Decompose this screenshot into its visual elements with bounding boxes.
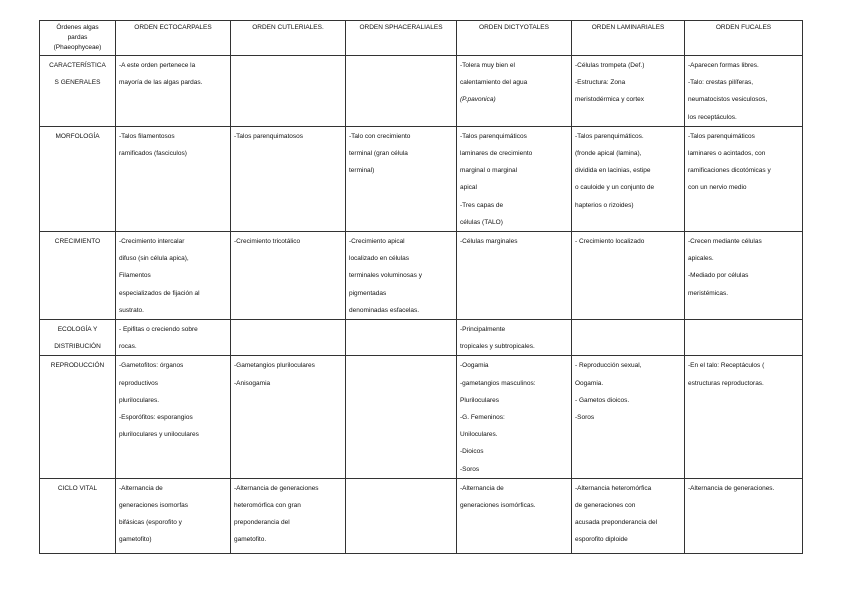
cell-line: - Gametos dioicos. — [575, 396, 630, 404]
row-header-line: CRECIMIENTO — [54, 238, 101, 246]
cell-line: -Gametofitos: órganos — [119, 362, 184, 370]
table-cell — [346, 126, 457, 231]
cell-line: -Tres capas de — [460, 201, 504, 209]
row-header-line: REPRODUCCIÓN — [50, 362, 105, 370]
cell-line: marginal o marginal — [460, 167, 518, 175]
table-cell — [346, 478, 457, 553]
row-header — [40, 356, 116, 478]
table-cell — [116, 232, 231, 320]
cell-line: meristodérmica y cortex — [575, 96, 644, 104]
table-cell — [346, 232, 457, 320]
cell-line: sustrato. — [119, 306, 144, 314]
header-cutleriales: ORDEN CUTLERIALES. — [231, 21, 346, 56]
cell-line: -Células trompeta (Def.) — [575, 62, 645, 69]
cell-line: -Dioicos — [460, 448, 484, 456]
cell-line: -A este orden pertenece la — [119, 62, 196, 69]
cell-line: -Soros — [460, 465, 480, 473]
table-cell — [231, 478, 346, 553]
table-cell — [572, 356, 685, 478]
algae-orders-table — [39, 20, 803, 554]
cell-line: -Estructura: Zona — [575, 79, 626, 87]
table-cell — [231, 320, 346, 356]
cell-line: preponderancia del — [234, 519, 290, 527]
cell-line: Uniloculares. — [460, 431, 498, 439]
row-header — [40, 56, 116, 127]
row-header — [40, 232, 116, 320]
cell-line: neumatocistos vesiculosos, — [688, 96, 768, 104]
cell-line: con un nervio medio — [688, 184, 747, 192]
cell-line: -Principalmente — [460, 326, 506, 334]
cell-line: -Talos parenquimáticos — [688, 132, 755, 140]
cell-line: -Células marginales — [460, 238, 518, 246]
table-row — [40, 478, 803, 553]
row-header-line: CICLO VITAL — [57, 484, 98, 492]
cell-line: -Talos parenquimáticos. — [575, 132, 644, 140]
table-cell — [685, 478, 803, 553]
table-row — [40, 56, 803, 127]
corner-header-line: Órdenes algas — [56, 24, 99, 31]
cell-line: dividida en lacinias, estipe — [575, 167, 651, 175]
cell-line: - Reproducción sexual, — [575, 362, 642, 370]
cell-line: -Talo: crestas pilíferas, — [688, 79, 754, 87]
row-header-line: MORFOLOGÍA — [55, 132, 100, 140]
cell-line: -Alternancia de — [119, 484, 163, 492]
table-cell — [572, 320, 685, 356]
cell-line: o cauloide y un conjunto de — [575, 184, 655, 192]
cell-line: calentamiento del agua — [460, 79, 528, 87]
cell-line: -Tolera muy bien el — [460, 62, 515, 69]
cell-line: acusada preponderancia del — [575, 519, 658, 527]
cell-line: -Anisogamia — [234, 379, 271, 387]
table-cell — [685, 126, 803, 231]
table-row — [40, 232, 803, 320]
cell-line: meristémicas. — [688, 289, 729, 297]
table-body — [40, 56, 803, 554]
table-cell — [116, 56, 231, 127]
cell-line: bifásicas (esporofito y — [119, 519, 182, 527]
cell-line: gametofito. — [234, 536, 267, 544]
cell-line: tropicales y subtropicales. — [460, 343, 535, 351]
corner-header-line: (Phaeophyceae) — [53, 44, 102, 51]
cell-line: rocas. — [119, 343, 137, 351]
corner-header — [40, 21, 116, 56]
cell-line: -Alternancia heteromórfica — [575, 484, 652, 492]
cell-line: -Talos filamentosos — [119, 132, 175, 140]
cell-line: apical — [460, 184, 477, 192]
row-header-line: S GENERALES — [54, 79, 101, 87]
cell-line: -Talo con crecimiento — [349, 132, 411, 140]
table-cell — [572, 126, 685, 231]
cell-line: reproductivos — [119, 379, 159, 387]
cell-line: generaciones isomórficas. — [460, 502, 536, 510]
table-row — [40, 126, 803, 231]
cell-line: células (TALO) — [460, 218, 503, 226]
cell-line: pluriloculares y uniloculares — [119, 431, 199, 439]
table-cell — [457, 126, 572, 231]
table-cell — [231, 356, 346, 478]
header-dictyotales: ORDEN DICTYOTALES — [457, 21, 572, 56]
cell-line: -Crecimiento tricotálico — [234, 238, 301, 246]
cell-line: -Esporófitos: esporangios — [119, 414, 193, 422]
cell-line: Filamentos — [119, 272, 151, 280]
cell-line: de generaciones con — [575, 502, 636, 510]
table-cell — [572, 232, 685, 320]
row-header — [40, 320, 116, 356]
cell-line: -G. Femeninos: — [460, 414, 505, 422]
cell-line: los receptáculos. — [688, 113, 737, 121]
table-cell — [116, 320, 231, 356]
cell-line: pigmentadas — [349, 289, 387, 297]
cell-line: heteromórfica con gran — [234, 502, 301, 510]
cell-line: estructuras reproductoras. — [688, 379, 764, 387]
table-cell — [346, 320, 457, 356]
table-cell — [231, 56, 346, 127]
cell-line: -Alternancia de generaciones — [234, 484, 319, 492]
table-cell — [457, 56, 572, 127]
cell-line: localizado en células — [349, 255, 409, 263]
table-cell — [457, 320, 572, 356]
cell-line: Pluriloculares — [460, 396, 500, 404]
cell-line: ramificados (fasciculos) — [119, 150, 187, 158]
cell-line: -Crecimiento apical — [349, 238, 405, 246]
header-sphaceraliales: ORDEN SPHACERALIALES — [346, 21, 457, 56]
table-cell — [685, 320, 803, 356]
cell-line: laminares o acintados, con — [688, 150, 766, 158]
cell-line: especializados de fijación al — [119, 289, 200, 297]
cell-line: mayoría de las algas pardas. — [119, 79, 203, 87]
cell-line: pluriloculares. — [119, 396, 160, 404]
cell-line: - Epifitas o creciendo sobre — [119, 326, 198, 334]
row-header-line: ECOLOGÍA Y — [57, 326, 98, 334]
cell-line: -Talos parenquimáticos — [460, 132, 527, 140]
cell-line: (fronde apical (lamina), — [575, 150, 642, 158]
row-header-line: CARACTERÍSTICA — [49, 62, 106, 69]
cell-line: -gametangios masculinos: — [460, 379, 536, 387]
cell-line: denominadas esfacelas. — [349, 306, 420, 314]
table-cell — [231, 232, 346, 320]
cell-line: -Alternancia de generaciones. — [688, 484, 775, 492]
table-cell — [346, 56, 457, 127]
cell-line: generaciones isomorfas — [119, 502, 189, 510]
table-cell — [685, 56, 803, 127]
header-laminariales: ORDEN LAMINARIALES — [572, 21, 685, 56]
cell-line: apicales. — [688, 255, 714, 263]
table-cell — [572, 478, 685, 553]
table-cell — [685, 232, 803, 320]
cell-line: -Crecen mediante células — [688, 238, 762, 246]
cell-line: terminal (gran célula — [349, 150, 408, 158]
table-cell — [116, 356, 231, 478]
cell-line: ramificaciones dicotómicas y — [688, 167, 771, 175]
cell-line: terminales voluminosas y — [349, 272, 422, 280]
table-row — [40, 320, 803, 356]
row-header — [40, 126, 116, 231]
cell-line: gametofito) — [119, 536, 152, 544]
table-cell — [346, 356, 457, 478]
cell-line: -En el talo: Receptáculos ( — [688, 362, 765, 370]
row-header-line: DISTRIBUCIÓN — [54, 343, 101, 351]
cell-line: terminal) — [349, 167, 375, 175]
cell-line: -Gametangios pluriloculares — [234, 362, 315, 370]
table-cell — [116, 478, 231, 553]
table-cell — [457, 232, 572, 320]
table-cell — [685, 356, 803, 478]
table-cell — [116, 126, 231, 231]
cell-line: -Soros — [575, 414, 595, 422]
header-ectocarpales: ORDEN ECTOCARPALES — [116, 21, 231, 56]
cell-line: (P.pavonica) — [460, 96, 496, 104]
table-cell — [572, 56, 685, 127]
header-row — [40, 21, 803, 56]
row-header — [40, 478, 116, 553]
cell-line: Oogamia. — [575, 379, 604, 387]
cell-line: -Aparecen formas libres. — [688, 62, 759, 69]
cell-line: hapterios o rizoides) — [575, 201, 634, 209]
header-fucales: ORDEN FUCALES — [685, 21, 803, 56]
cell-line: - Crecimiento localizado — [575, 238, 645, 246]
cell-line: -Crecimiento intercalar — [119, 238, 185, 246]
cell-line: -Talos parenquimatosos — [234, 132, 304, 140]
corner-header-line: pardas — [67, 34, 88, 41]
cell-line: -Alternancia de — [460, 484, 504, 492]
cell-line: -Oogamia — [460, 362, 489, 370]
cell-line: -Mediado por células — [688, 272, 749, 280]
table-cell — [231, 126, 346, 231]
cell-line: laminares de crecimiento — [460, 150, 533, 158]
table-row — [40, 356, 803, 478]
cell-line: difuso (sin célula apica), — [119, 255, 189, 263]
table-cell — [457, 478, 572, 553]
cell-line: esporofito diploide — [575, 536, 628, 544]
table-cell — [457, 356, 572, 478]
